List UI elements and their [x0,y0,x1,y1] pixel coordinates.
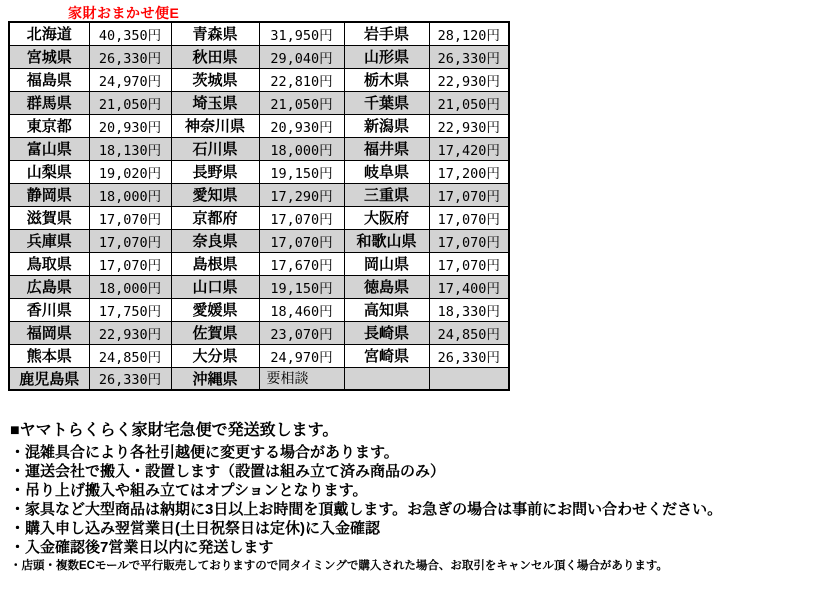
price-cell: 20,930円 [259,114,344,137]
price-cell: 20,930円 [89,114,171,137]
price-cell: 18,000円 [259,137,344,160]
price-cell: 17,070円 [89,206,171,229]
price-cell: 21,050円 [429,91,509,114]
price-cell: 17,070円 [429,183,509,206]
prefecture-cell: 山口県 [171,275,259,298]
prefecture-cell [344,367,429,390]
prefecture-cell: 広島県 [9,275,89,298]
prefecture-cell: 栃木県 [344,68,429,91]
prefecture-cell: 新潟県 [344,114,429,137]
price-cell: 29,040円 [259,45,344,68]
prefecture-cell: 東京都 [9,114,89,137]
prefecture-cell: 埼玉県 [171,91,259,114]
prefecture-cell: 岡山県 [344,252,429,275]
price-cell: 17,400円 [429,275,509,298]
prefecture-cell: 岩手県 [344,22,429,45]
price-cell: 17,070円 [429,229,509,252]
prefecture-cell: 奈良県 [171,229,259,252]
prefecture-cell: 秋田県 [171,45,259,68]
prefecture-cell: 長野県 [171,160,259,183]
prefecture-cell: 千葉県 [344,91,429,114]
prefecture-cell: 岐阜県 [344,160,429,183]
price-cell: 17,070円 [89,229,171,252]
prefecture-cell: 茨城県 [171,68,259,91]
prefecture-cell: 福島県 [9,68,89,91]
service-title: 家財おまかせ便E [68,5,180,21]
price-cell: 17,750円 [89,298,171,321]
fee-row [9,367,509,390]
price-cell: 17,420円 [429,137,509,160]
shipping-note: ・混雑具合により各社引越便に変更する場合があります。 [10,444,399,461]
prefecture-cell: 富山県 [9,137,89,160]
price-cell: 24,850円 [89,344,171,367]
price-cell: 17,070円 [429,206,509,229]
fee-row [9,298,509,321]
fee-row [9,160,509,183]
price-cell: 23,070円 [259,321,344,344]
price-cell [429,367,509,390]
price-cell: 26,330円 [429,344,509,367]
price-cell: 17,290円 [259,183,344,206]
prefecture-cell: 宮崎県 [344,344,429,367]
price-cell: 18,460円 [259,298,344,321]
prefecture-cell: 北海道 [9,22,89,45]
fee-row [9,275,509,298]
price-cell: 40,350円 [89,22,171,45]
price-cell: 17,200円 [429,160,509,183]
shipping-note: ・吊り上げ搬入や組み立てはオプションとなります。 [10,482,368,499]
fee-row [9,229,509,252]
fee-row [9,183,509,206]
prefecture-cell: 大阪府 [344,206,429,229]
price-cell: 22,930円 [89,321,171,344]
fee-row [9,68,509,91]
price-cell: 19,150円 [259,160,344,183]
price-cell: 22,930円 [429,114,509,137]
price-cell: 17,070円 [429,252,509,275]
shipping-note: ・購入申し込み翌営業日(土日祝祭日は定休)に入金確認 [10,520,380,537]
prefecture-cell: 福岡県 [9,321,89,344]
prefecture-cell: 宮城県 [9,45,89,68]
price-cell: 26,330円 [429,45,509,68]
price-cell: 26,330円 [89,367,171,390]
fee-table-body [9,22,509,390]
shipping-fee-table [8,21,510,391]
prefecture-cell: 鳥取県 [9,252,89,275]
price-cell: 24,850円 [429,321,509,344]
shipping-note: ・運送会社で搬入・設置します（設置は組み立て済み商品のみ） [10,463,446,480]
fee-row [9,45,509,68]
prefecture-cell: 和歌山県 [344,229,429,252]
prefecture-cell: 三重県 [344,183,429,206]
price-cell: 22,810円 [259,68,344,91]
fee-row [9,137,509,160]
shipping-note: ・入金確認後7営業日以内に発送します [10,539,274,556]
price-cell: 17,070円 [89,252,171,275]
prefecture-cell: 滋賀県 [9,206,89,229]
fee-row [9,344,509,367]
prefecture-cell: 大分県 [171,344,259,367]
prefecture-cell: 沖縄県 [171,367,259,390]
shipping-method-heading: ■ヤマトらくらく家財宅急便で発送致します。 [10,422,339,439]
prefecture-cell: 山梨県 [9,160,89,183]
price-cell: 17,070円 [259,229,344,252]
shipping-notes-list [10,443,722,557]
price-cell: 24,970円 [89,68,171,91]
price-cell: 17,670円 [259,252,344,275]
price-cell: 28,120円 [429,22,509,45]
price-cell: 18,000円 [89,183,171,206]
prefecture-cell: 兵庫県 [9,229,89,252]
prefecture-cell: 熊本県 [9,344,89,367]
prefecture-cell: 静岡県 [9,183,89,206]
prefecture-cell: 青森県 [171,22,259,45]
price-cell: 要相談 [259,367,344,390]
prefecture-cell: 香川県 [9,298,89,321]
prefecture-cell: 愛媛県 [171,298,259,321]
fee-row [9,252,509,275]
price-cell: 18,330円 [429,298,509,321]
prefecture-cell: 山形県 [344,45,429,68]
prefecture-cell: 愛知県 [171,183,259,206]
prefecture-cell: 石川県 [171,137,259,160]
shipping-note: ・家具など大型商品は納期に3日以上お時間を頂戴します。お急ぎの場合は事前にお問い合わせください。 [10,501,723,518]
prefecture-cell: 佐賀県 [171,321,259,344]
fee-row [9,321,509,344]
fee-row [9,91,509,114]
price-cell: 18,000円 [89,275,171,298]
prefecture-cell: 神奈川県 [171,114,259,137]
fee-row [9,206,509,229]
fee-row [9,22,509,45]
prefecture-cell: 群馬県 [9,91,89,114]
fee-row [9,114,509,137]
price-cell: 17,070円 [259,206,344,229]
price-cell: 21,050円 [89,91,171,114]
prefecture-cell: 高知県 [344,298,429,321]
price-cell: 21,050円 [259,91,344,114]
prefecture-cell: 徳島県 [344,275,429,298]
prefecture-cell: 京都府 [171,206,259,229]
price-cell: 26,330円 [89,45,171,68]
prefecture-cell: 長崎県 [344,321,429,344]
price-cell: 31,950円 [259,22,344,45]
price-cell: 19,150円 [259,275,344,298]
prefecture-cell: 島根県 [171,252,259,275]
price-cell: 18,130円 [89,137,171,160]
prefecture-cell: 福井県 [344,137,429,160]
prefecture-cell: 鹿児島県 [9,367,89,390]
price-cell: 24,970円 [259,344,344,367]
cancellation-note: ・店頭・複数ECモールで平行販売しておりますので同タイミングで購入された場合、お取引をキャンセル頂く場合があります。 [10,560,668,572]
price-cell: 19,020円 [89,160,171,183]
price-cell: 22,930円 [429,68,509,91]
